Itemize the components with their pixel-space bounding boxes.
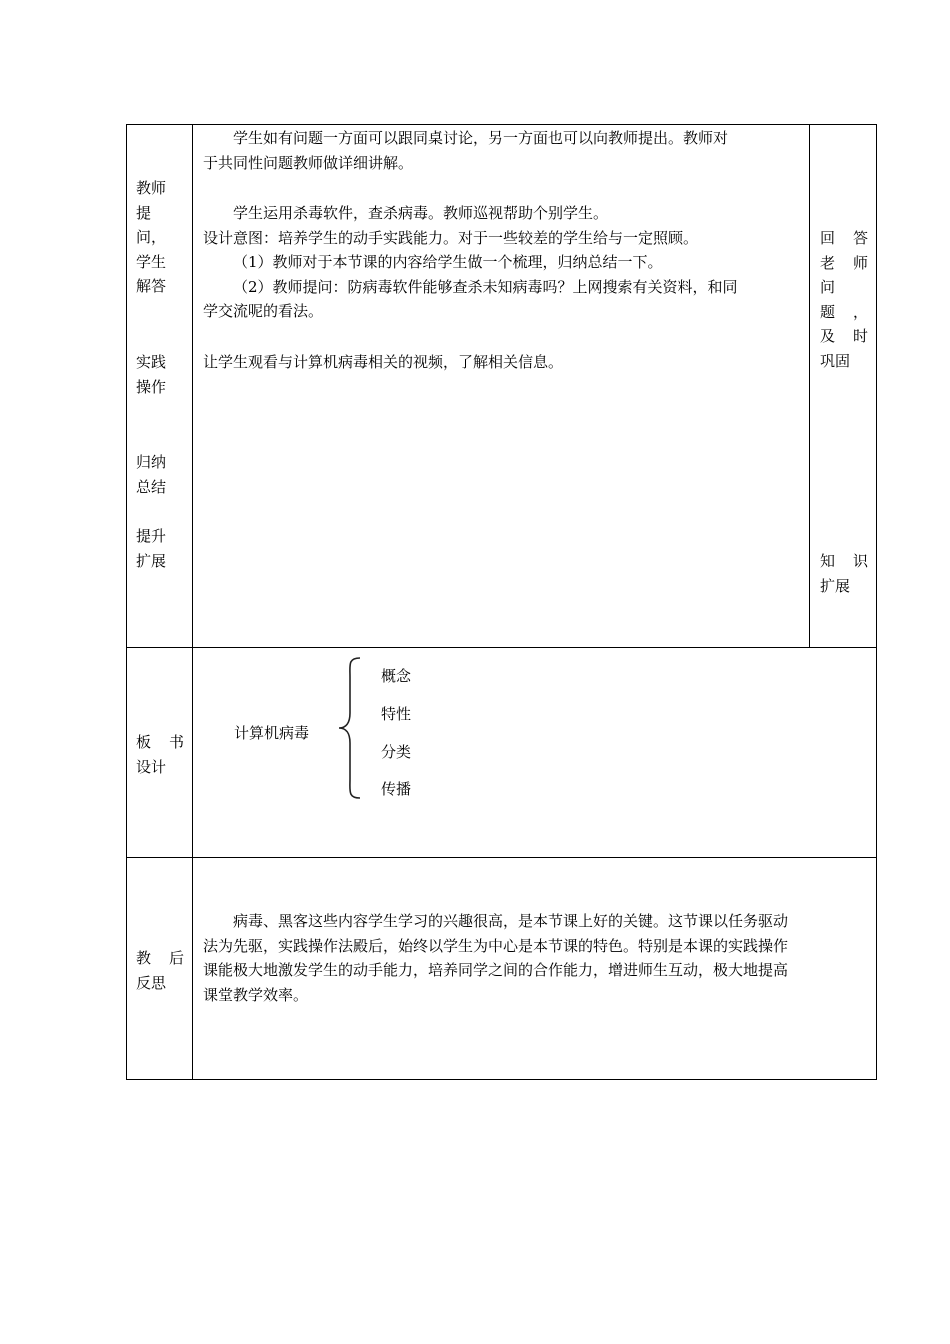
label-column-divider	[192, 124, 193, 1080]
brace-icon	[336, 655, 366, 801]
row-divider-2	[126, 857, 877, 858]
label-answer-consolidate: 回 答 老 师 问 题 ， 及 时 巩固	[820, 229, 868, 370]
table-top-border	[126, 124, 877, 125]
reflection-line: 法为先驱，实践操作法殿后，始终以学生为中心是本节课的特色。特别是本课的实践操作	[203, 937, 789, 955]
label-practice: 实践 操作	[136, 353, 167, 396]
row-divider-1	[126, 647, 877, 648]
board-branch-features: 特性	[381, 705, 412, 723]
reflection-line: 课堂教学效率。	[203, 986, 309, 1004]
content-line: 设计意图：培养学生的动手实践能力。对于一些较差的学生给与一定照顾。	[203, 229, 699, 247]
right-column-divider	[809, 124, 810, 648]
board-branch-concept: 概念	[381, 667, 412, 685]
label-knowledge-extension: 知 识 扩展	[820, 552, 868, 595]
table-right-border	[876, 124, 877, 1080]
board-branch-transmission: 传播	[381, 780, 412, 798]
board-main-topic: 计算机病毒	[234, 724, 310, 742]
label-board-design: 板 书 设计	[136, 733, 184, 776]
content-line: 让学生观看与计算机病毒相关的视频，了解相关信息。	[203, 353, 564, 371]
content-line: 学交流呢的看法。	[203, 302, 324, 320]
reflection-line: 课能极大地激发学生的动手能力，培养同学之间的合作能力，增进师生互动，极大地提高	[203, 961, 789, 979]
label-summary: 归纳 总结	[136, 453, 167, 496]
content-line: （1）教师对于本节课的内容给学生做一个梳理，归纳总结一下。	[233, 253, 663, 271]
content-line: 学生运用杀毒软件，查杀病毒。教师巡视帮助个别学生。	[233, 204, 609, 222]
table-left-border	[126, 124, 127, 1080]
board-branch-classification: 分类	[381, 743, 412, 761]
reflection-line: 病毒、黑客这些内容学生学习的兴趣很高，是本节课上好的关键。这节课以任务驱动	[233, 912, 789, 930]
table-bottom-border	[126, 1079, 877, 1080]
content-line: 于共同性问题教师做详细讲解。	[203, 154, 414, 172]
content-line: 学生如有问题一方面可以跟同桌讨论，另一方面也可以向教师提出。教师对	[233, 129, 729, 147]
label-teacher-question: 教师 提 问， 学生 解答	[136, 179, 167, 296]
content-line: （2）教师提问：防病毒软件能够查杀未知病毒吗？上网搜索有关资料，和同	[233, 278, 738, 296]
label-reflection: 教 后 反思	[136, 949, 184, 992]
label-extension: 提升 扩展	[136, 527, 167, 570]
